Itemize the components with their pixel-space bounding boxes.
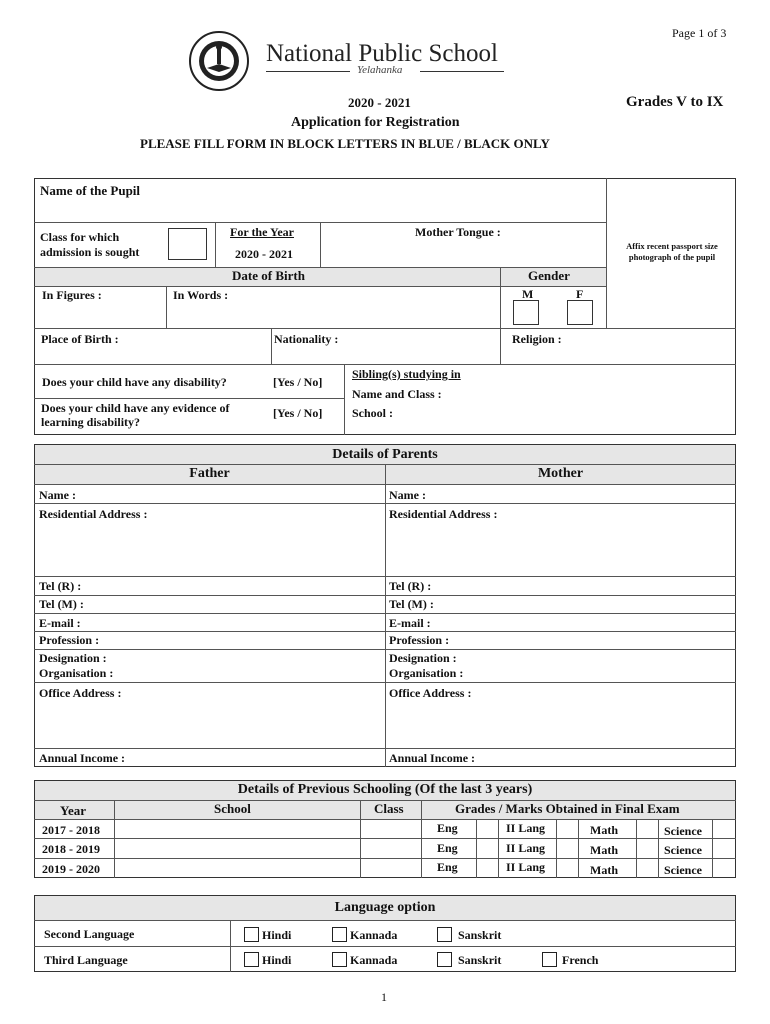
disability-question: Does your child have any disability? (42, 375, 227, 389)
col-grades-header: Grades / Marks Obtained in Final Exam (455, 801, 680, 816)
father-profession-label: Profession : (39, 633, 100, 647)
father-address-label: Residential Address : (39, 507, 148, 521)
father-heading: Father (189, 466, 230, 481)
second-language-label: Second Language (44, 927, 135, 941)
learning-q-line2: learning disability? (41, 415, 141, 429)
language-section-title: Language option (334, 900, 436, 915)
father-tel-r-label: Tel (R) : (39, 579, 82, 593)
schooling-row-2-year: 2018 - 2019 (42, 842, 100, 856)
third-kannada-label: Kannada (350, 953, 398, 967)
mother-organisation-label: Organisation : (389, 666, 464, 680)
schooling-row-1-eng: Eng (437, 821, 458, 835)
father-email-label: E-mail : (39, 616, 81, 630)
third-french-checkbox[interactable] (542, 952, 557, 967)
schooling-row-2-science: Science (664, 843, 702, 857)
father-designation-label: Designation : (39, 651, 107, 665)
photo-placeholder[interactable] (612, 241, 732, 263)
class-label (40, 230, 139, 260)
learning-disability-question (41, 401, 229, 429)
second-kannada-checkbox[interactable] (332, 927, 347, 942)
class-label-line2: admission is sought (40, 245, 140, 259)
gender-f-label: F (576, 287, 584, 301)
page-number: 1 (381, 990, 387, 1004)
third-hindi-label: Hindi (262, 953, 292, 967)
third-french-label: French (562, 953, 599, 967)
father-organisation-label: Organisation : (39, 666, 114, 680)
mother-email-label: E-mail : (389, 616, 431, 630)
mother-office-address-label: Office Address : (389, 686, 472, 700)
mother-profession-label: Profession : (389, 633, 450, 647)
gender-m-label: M (522, 287, 534, 301)
third-hindi-checkbox[interactable] (244, 952, 259, 967)
second-sanskrit-checkbox[interactable] (437, 927, 452, 942)
schooling-row-1-science: Science (664, 824, 702, 838)
schooling-row-2-eng: Eng (437, 841, 458, 855)
third-sanskrit-label: Sanskrit (458, 953, 502, 967)
col-year-header: Year (60, 803, 86, 818)
gender-heading: Gender (528, 268, 570, 283)
sibling-school-label: School : (352, 406, 394, 420)
photo-note-line2: photograph of the pupil (628, 252, 716, 262)
class-label-line1: Class for which (40, 230, 120, 244)
disability-yes-no[interactable]: [Yes / No] (273, 375, 323, 389)
col-class-header: Class (374, 801, 404, 816)
schooling-section-title: Details of Previous Schooling (Of the last 3 years) (237, 782, 533, 797)
mother-tel-r-label: Tel (R) : (389, 579, 432, 593)
page-indicator: Page 1 of 3 (672, 26, 727, 40)
school-logo (183, 30, 255, 92)
schooling-row-1-year: 2017 - 2018 (42, 823, 100, 837)
mother-income-label: Annual Income : (389, 751, 476, 765)
place-of-birth-label: Place of Birth : (41, 332, 119, 346)
pupil-name-field[interactable] (35, 200, 605, 221)
sibling-name-class-label: Name and Class : (352, 387, 442, 401)
mother-address-label: Residential Address : (389, 507, 498, 521)
father-office-address-label: Office Address : (39, 686, 122, 700)
school-name: National Public School (266, 40, 498, 67)
second-hindi-checkbox[interactable] (244, 927, 259, 942)
third-sanskrit-checkbox[interactable] (437, 952, 452, 967)
gender-f-box[interactable] (567, 300, 593, 325)
learning-q-line1: Does your child have any evidence of (41, 401, 230, 415)
second-sanskrit-label: Sanskrit (458, 928, 502, 942)
schooling-row-3-math: Math (590, 863, 618, 877)
dob-words-label: In Words : (173, 288, 229, 302)
mother-tel-m-label: Tel (M) : (389, 597, 434, 611)
for-year-label: For the Year (230, 225, 294, 239)
dob-heading: Date of Birth (232, 268, 305, 283)
third-kannada-checkbox[interactable] (332, 952, 347, 967)
gender-m-box[interactable] (513, 300, 539, 325)
mother-name-label: Name : (389, 488, 426, 502)
schooling-row-3-year: 2019 - 2020 (42, 862, 100, 876)
second-kannada-label: Kannada (350, 928, 398, 942)
schooling-row-2-lang: II Lang (506, 841, 546, 855)
pupil-name-label: Name of the Pupil (40, 183, 141, 198)
photo-note-line1: Affix recent passport size (626, 241, 718, 251)
academic-year: 2020 - 2021 (348, 95, 411, 110)
third-language-label: Third Language (44, 953, 128, 967)
grades-heading: Grades V to IX (626, 94, 724, 110)
schooling-row-3-science: Science (664, 863, 702, 877)
second-hindi-label: Hindi (262, 928, 292, 942)
sibling-heading: Sibling(s) studying in (352, 367, 461, 381)
class-input-box[interactable] (168, 228, 207, 260)
nationality-label: Nationality : (274, 332, 339, 346)
mother-designation-label: Designation : (389, 651, 457, 665)
religion-label: Religion : (512, 332, 562, 346)
father-name-label: Name : (39, 488, 76, 502)
father-income-label: Annual Income : (39, 751, 126, 765)
school-location: Yelahanka (357, 64, 403, 76)
father-tel-m-label: Tel (M) : (39, 597, 84, 611)
col-school-header: School (214, 801, 251, 816)
for-year-value: 2020 - 2021 (235, 247, 293, 261)
mother-tongue-label: Mother Tongue : (415, 225, 501, 239)
schooling-row-3-lang: II Lang (506, 860, 546, 874)
form-title: Application for Registration (291, 115, 460, 130)
schooling-row-1-lang: II Lang (506, 821, 546, 835)
schooling-row-2-math: Math (590, 843, 618, 857)
dob-figures-label: In Figures : (42, 288, 102, 302)
parents-section-title: Details of Parents (332, 447, 438, 462)
schooling-row-1-math: Math (590, 823, 618, 837)
form-instruction: PLEASE FILL FORM IN BLOCK LETTERS IN BLUE / BLACK ONLY (140, 136, 550, 151)
learning-yes-no[interactable]: [Yes / No] (273, 406, 323, 420)
schooling-row-3-eng: Eng (437, 860, 458, 874)
mother-heading: Mother (537, 466, 584, 481)
